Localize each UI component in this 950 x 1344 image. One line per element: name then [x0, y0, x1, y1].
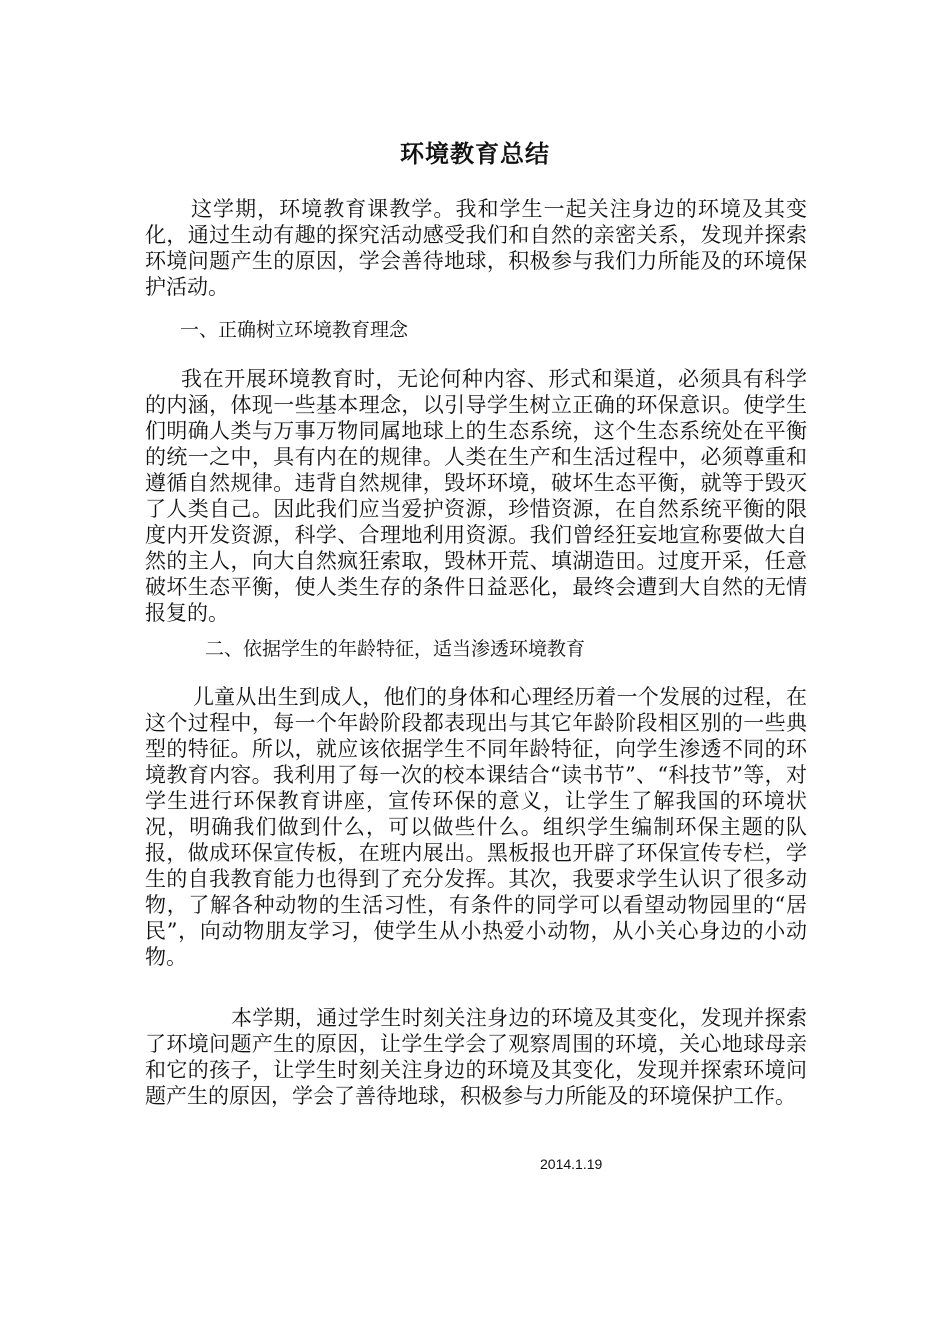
intro-paragraph: 这学期，环境教育课教学。我和学生一起关注身边的环境及其变化，通过生动有趣的探究活动感受我们和自然的亲密关系，发现并探索环境问题产生的原因，学会善待地球，积极参与我们力所能及的环境保护活动。: [145, 197, 807, 299]
section-1-paragraph: 我在开展环境教育时，无论何种内容、形式和渠道，必须具有科学的内涵，体现一些基本理念，以引导学生树立正确的环保意识。使学生们明确人类与万事万物同属地球上的生态系统，这个生态系统处在平衡的统一之中，具有内在的规律。人类在生产和生活过程中，必须尊重和遵循自然规律。违背自然规律，毁坏环境，破坏生态平衡，就等于毁灭了人类自己。因此我们应当爱护资源，珍惜资源，在自然系统平衡的限度内开发资源，科学、合理地利用资源。我们曾经狂妄地宣称要做大自然的主人，向大自然疯狂索取，毁林开荒、填湖造田。过度开采，任意破坏生态平衡，使人类生存的条件日益恶化，最终会遭到大自然的无情报复的。: [145, 367, 807, 625]
closing-paragraph: 本学期，通过学生时刻关注身边的环境及其变化，发现并探索了环境问题产生的原因，让学生学会了观察周围的环境，关心地球母亲和它的孩子，让学生时刻关注身边的环境及其变化，发现并探索环境问题产生的原因，学会了善待地球，积极参与力所能及的环境保护工作。: [145, 1006, 807, 1108]
section-heading-1: 一、正确树立环境教育理念: [180, 319, 409, 341]
document-title: 环境教育总结: [400, 140, 550, 168]
section-2-paragraph: 儿童从出生到成人，他们的身体和心理经历着一个发展的过程，在这个过程中，每一个年龄阶段都表现出与其它年龄阶段相区别的一些典型的特征。所以，就应该依据学生不同年龄特征，向学生渗透不同的环境教育内容。我利用了每一次的校本课结合“读书节”、“科技节”等，对学生进行环保教育讲座，宣传环保的意义，让学生了解我国的环境状况，明确我们做到什么，可以做些什么。组织学生编制环保主题的队报，做成环保宣传板，在班内展出。黑板报也开辟了环保宣传专栏，学生的自我教育能力也得到了充分发挥。其次，我要求学生认识了很多动物，了解各种动物的生活习性，有条件的同学可以看望动物园里的“居民”，向动物朋友学习，使学生从小热爱小动物，从小关心身边的小动物。: [145, 685, 807, 969]
section-heading-2: 二、依据学生的年龄特征，适当渗透环境教育: [205, 638, 586, 660]
document-date: 2014.1.19: [540, 1156, 603, 1172]
